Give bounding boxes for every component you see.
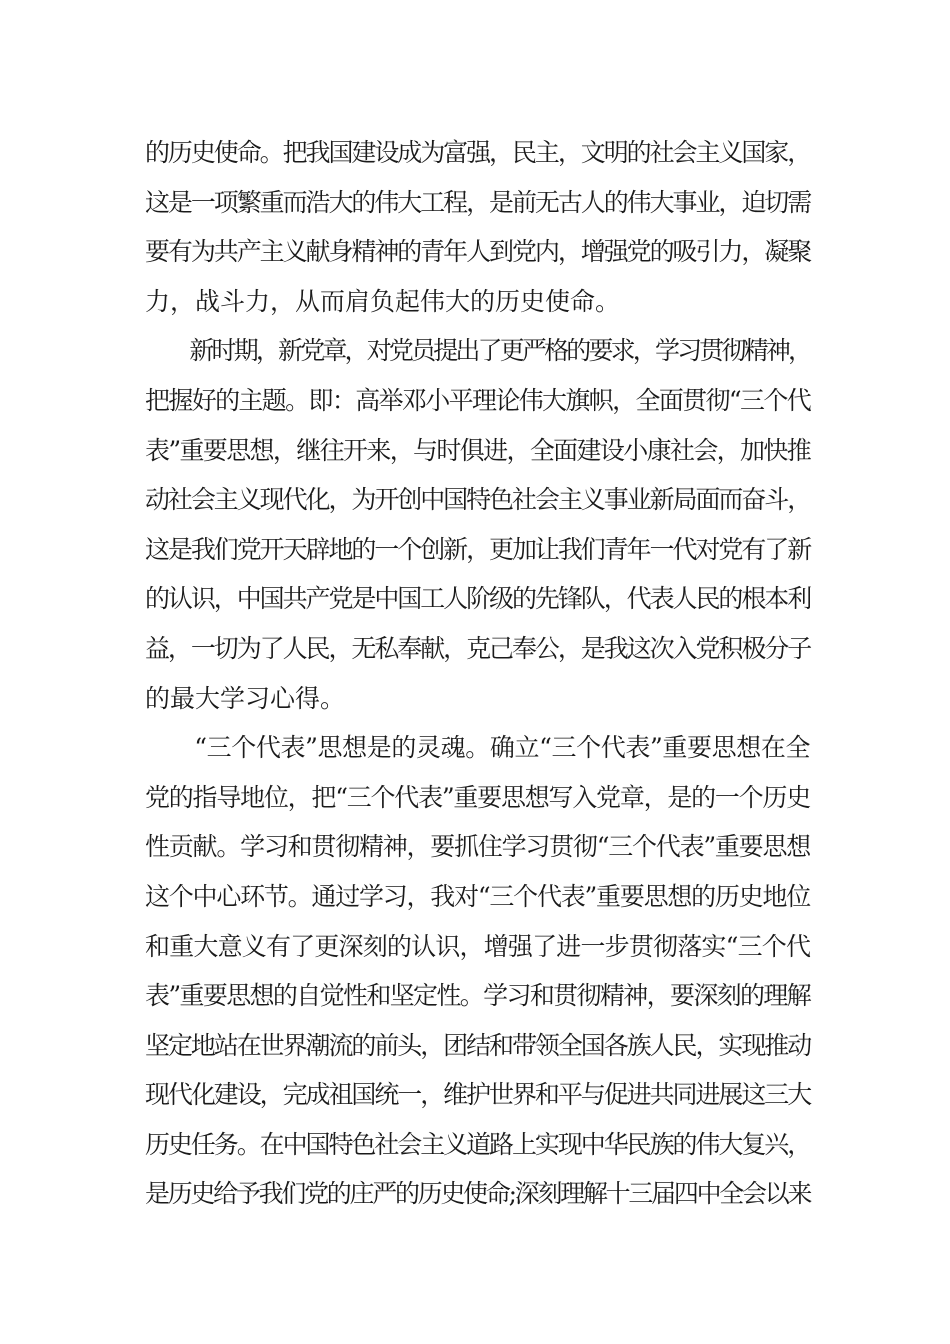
text-line: 性贡献。学习和贯彻精神，要抓住学习贯彻“三个代表”重要思想 xyxy=(145,832,810,862)
text-line: 益，一切为了人民，无私奉献，克己奉公，是我这次入党积极分子 xyxy=(145,633,810,663)
body-text xyxy=(145,128,810,1219)
text-line: 党的指导地位，把“三个代表”重要思想写入党章，是的一个历史 xyxy=(145,782,810,812)
text-line: 是历史给予我们党的庄严的历史使命;深刻理解十三届四中全会以来 xyxy=(145,1179,810,1209)
paragraph-1 xyxy=(145,128,810,326)
text-line: 把握好的主题。即：高举邓小平理论伟大旗帜，全面贯彻“三个代 xyxy=(145,385,810,415)
text-line: 力，战斗力，从而肩负起伟大的历史使命。 xyxy=(145,286,621,316)
text-line: 这是我们党开天辟地的一个创新，更加让我们青年一代对党有了新 xyxy=(145,534,810,564)
paragraph-2 xyxy=(145,326,810,723)
text-line: 的认识，中国共产党是中国工人阶级的先锋队，代表人民的根本利 xyxy=(145,584,810,614)
text-line: 这是一项繁重而浩大的伟大工程，是前无古人的伟大事业，迫切需 xyxy=(145,187,810,217)
text-line: 这个中心环节。通过学习，我对“三个代表”重要思想的历史地位 xyxy=(145,881,810,911)
text-line: 坚定地站在世界潮流的前头，团结和带领全国各族人民，实现推动 xyxy=(145,1030,810,1060)
text-line: 历史任务。在中国特色社会主义道路上实现中华民族的伟大复兴， xyxy=(145,1129,810,1159)
text-line: 新时期，新党章，对党员提出了更严格的要求，学习贯彻精神， xyxy=(145,336,810,366)
text-line: 要有为共产主义献身精神的青年人到党内，增强党的吸引力，凝聚 xyxy=(145,237,810,267)
text-line: 动社会主义现代化，为开创中国特色社会主义事业新局面而奋斗， xyxy=(145,485,810,515)
paragraph-3 xyxy=(145,723,810,1219)
text-line: 和重大意义有了更深刻的认识，增强了进一步贯彻落实“三个代 xyxy=(145,931,810,961)
text-line: 的最大学习心得。 xyxy=(145,683,346,713)
text-line: “三个代表”思想是的灵魂。确立“三个代表”重要思想在全 xyxy=(145,733,810,763)
text-line: 现代化建设，完成祖国统一，维护世界和平与促进共同进展这三大 xyxy=(145,1080,810,1110)
text-line: 表”重要思想的自觉性和坚定性。学习和贯彻精神，要深刻的理解 xyxy=(145,981,810,1011)
text-line: 的历史使命。把我国建设成为富强，民主，文明的社会主义国家， xyxy=(145,138,810,167)
text-line: 表”重要思想，继往开来，与时俱进，全面建设小康社会，加快推 xyxy=(145,435,810,465)
